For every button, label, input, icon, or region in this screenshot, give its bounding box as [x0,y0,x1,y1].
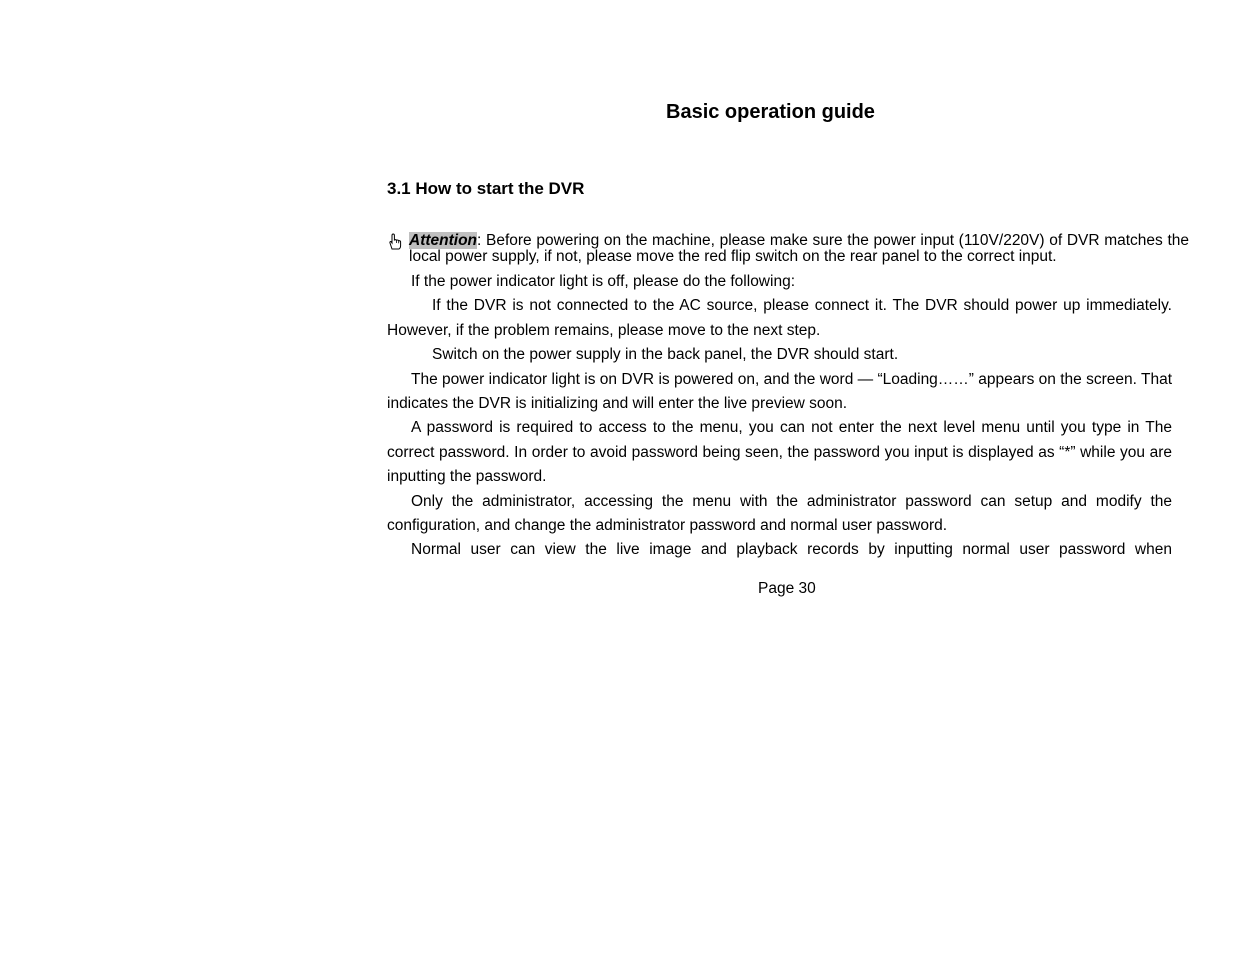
pointing-hand-icon [387,233,403,251]
attention-block [387,233,1189,265]
paragraph: Switch on the power supply in the back panel, the DVR should start. [432,346,899,364]
attention-body: : Before powering on the machine, please make sure the power input (110V/220V) of DVR matches the local power supply, if not, please move the red flip switch on the rear panel to the correct input. [409,232,1189,265]
chapter-title: Basic operation guide [666,101,875,123]
paragraph: A password is required to access to the menu, you can not enter the next level menu until you type in The correct password. In order to avoid password being seen, the password you input is displayed as “*” while you are inputting the password. [387,419,1172,486]
paragraph: If the power indicator light is off, please do the following: [411,273,795,290]
section-heading: 3.1 How to start the DVR [387,179,585,198]
paragraph: Normal user can view the live image and playback records by inputting normal user password when [411,541,1172,559]
paragraph: The power indicator light is on DVR is powered on, and the word — “Loading……” appears on the screen. That indicates the DVR is initializing and will enter the live preview soon. [387,370,1172,413]
paragraph: If the DVR is not connected to the AC source, please connect it. The DVR should power up immediately. However, if the problem remains, please move to the next step. [387,297,1172,339]
attention-label: Attention [409,232,478,249]
paragraph: Only the administrator, accessing the menu with the administrator password can setup and modify the configuration, and change the administrator password and normal user password. [387,492,1172,535]
attention-text [409,233,1189,265]
body-text [387,270,1172,563]
page-number: Page 30 [758,580,816,597]
